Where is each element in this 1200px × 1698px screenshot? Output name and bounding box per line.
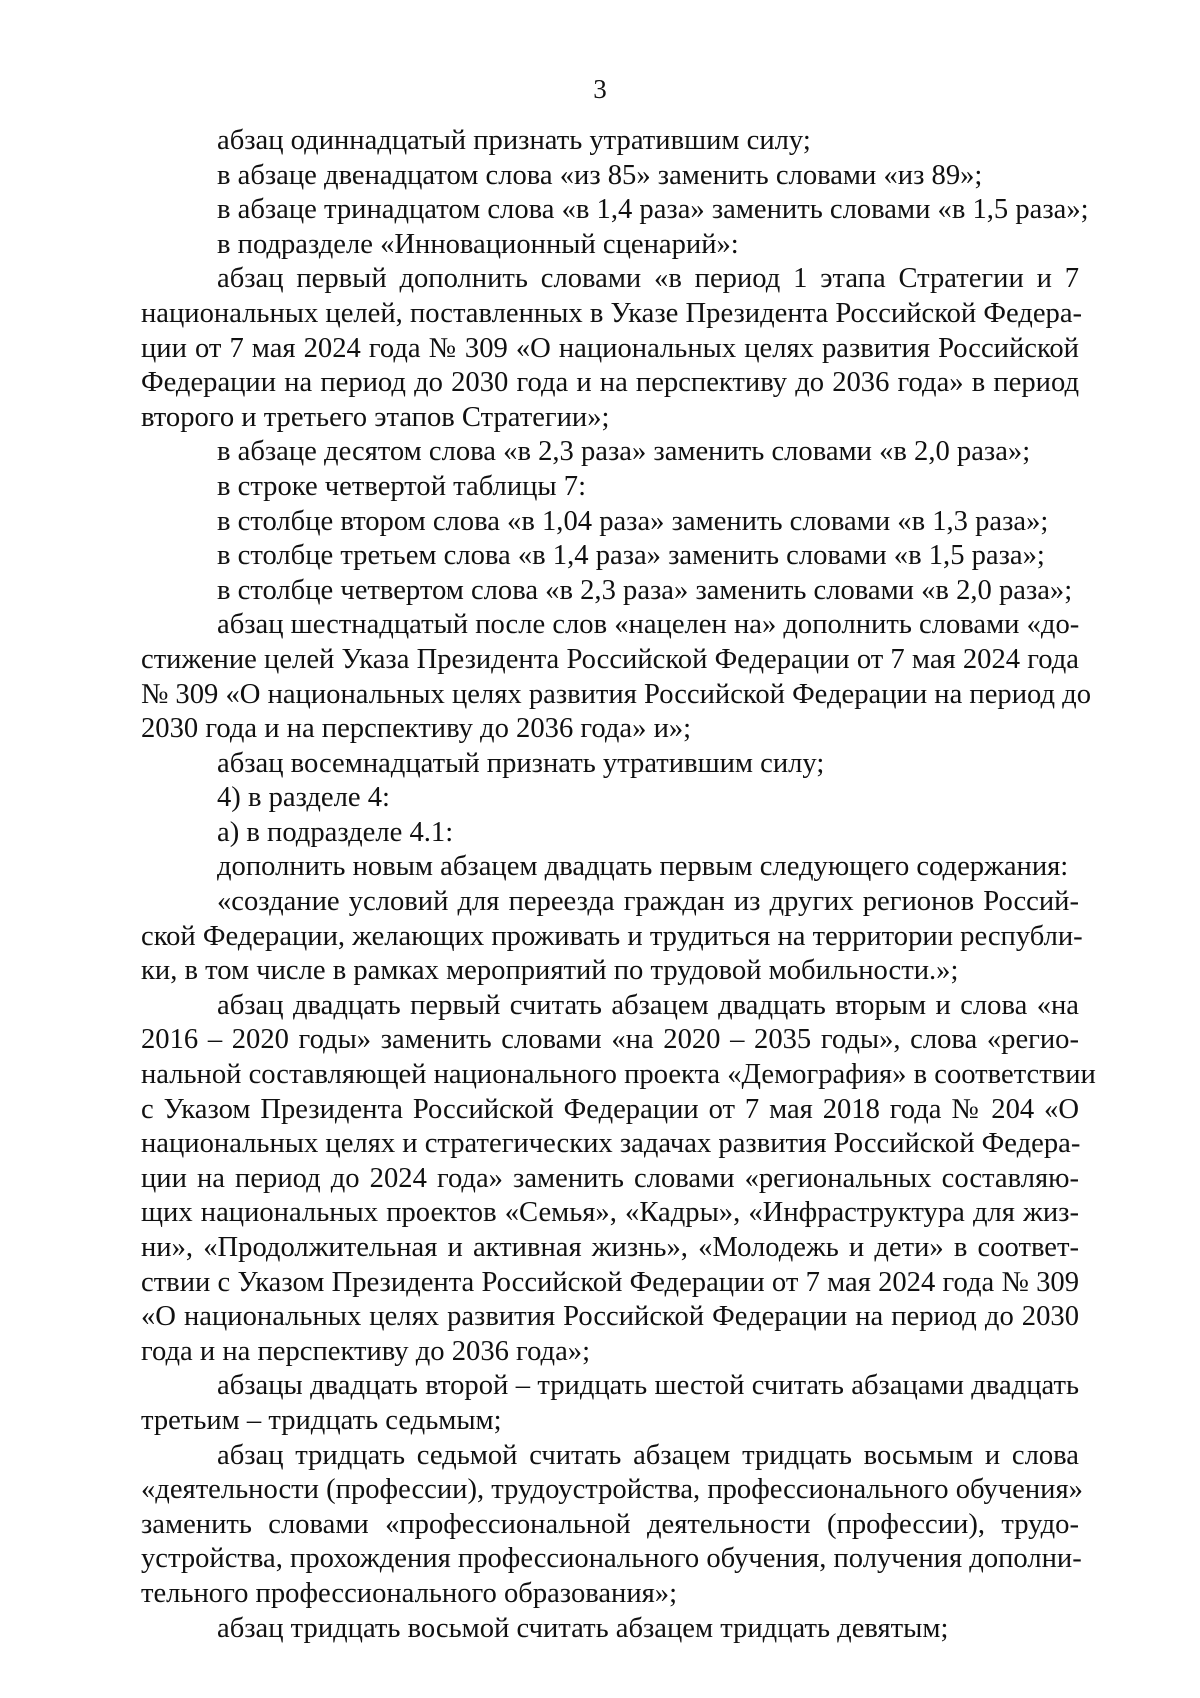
paragraph-line: ни», «Продолжительная и активная жизнь», «Молодежь и дети» в соответ- — [141, 1232, 1079, 1263]
paragraph-line: года и на перспективу до 2036 года»; — [141, 1335, 591, 1367]
paragraph — [141, 228, 1079, 263]
document-body — [141, 124, 1096, 1646]
paragraph — [141, 781, 1079, 816]
paragraph — [141, 747, 1079, 782]
paragraph-line: в подразделе «Инновационный сценарий»: — [217, 228, 739, 260]
paragraph-line: национальных целей, поставленных в Указе Президента Российской Федера- — [141, 297, 1083, 329]
paragraph-line: абзац тридцать седьмой считать абзацем тридцать восьмым и слова — [217, 1439, 1079, 1471]
paragraph — [141, 159, 1079, 194]
paragraph-line: ствии с Указом Президента Российской Федерации от 7 мая 2024 года № 309 — [141, 1266, 1079, 1298]
paragraph-line: в абзаце тринадцатом слова «в 1,4 раза» заменить словами «в 1,5 раза»; — [217, 194, 1089, 226]
paragraph-line: ской Федерации, желающих проживать и трудиться на территории республи- — [141, 920, 1083, 952]
paragraph-line: а) в подразделе 4.1: — [217, 816, 454, 848]
paragraph — [141, 262, 1083, 435]
paragraph-line: абзац тридцать восьмой считать абзацем тридцать девятым; — [217, 1612, 949, 1644]
paragraph-line: абзац восемнадцатый признать утратившим силу; — [217, 747, 825, 779]
paragraph-line: в столбце четвертом слова «в 2,3 раза» заменить словами «в 2,0 раза»; — [217, 574, 1073, 606]
paragraph — [141, 1369, 1079, 1438]
paragraph-line: «деятельности (профессии), трудоустройства, профессионального обучения» — [141, 1474, 1083, 1506]
paragraph — [141, 850, 1079, 885]
paragraph-line: абзацы двадцать второй – тридцать шестой считать абзацами двадцать — [217, 1370, 1079, 1402]
paragraph — [141, 608, 1092, 746]
paragraph — [141, 435, 1079, 470]
paragraph-line: абзац шестнадцатый после слов «нацелен на» дополнить словами «до- — [217, 609, 1080, 641]
paragraph-line: в абзаце двенадцатом слова «из 85» заменить словами «из 89»; — [217, 159, 983, 191]
paragraph-line: третьим – тридцать седьмым; — [141, 1404, 502, 1436]
paragraph-line: ции на период до 2024 года» заменить словами «региональных составляю- — [141, 1162, 1079, 1194]
paragraph-line: с Указом Президента Российской Федерации от 7 мая 2018 года № 204 «О — [141, 1093, 1079, 1125]
paragraph-line: 4) в разделе 4: — [217, 782, 390, 814]
paragraph — [141, 505, 1079, 540]
paragraph-line: ции от 7 мая 2024 года № 309 «О национальных целях развития Российской — [141, 332, 1079, 364]
paragraph-line: тельного профессионального образования»; — [141, 1577, 678, 1609]
paragraph-line: Федерации на период до 2030 года и на перспективу до 2036 года» в период — [141, 367, 1079, 399]
paragraph-line: стижение целей Указа Президента Российской Федерации от 7 мая 2024 года — [141, 643, 1079, 675]
paragraph — [141, 470, 1079, 505]
page-number: 3 — [593, 74, 607, 104]
paragraph-line: «создание условий для переезда граждан из других регионов Россий- — [217, 886, 1079, 918]
paragraph-line: в столбце втором слова «в 1,04 раза» заменить словами «в 1,3 раза»; — [217, 505, 1049, 537]
paragraph-line: в столбце третьем слова «в 1,4 раза» заменить словами «в 1,5 раза»; — [217, 540, 1045, 572]
paragraph-line: нальной составляющей национального проекта «Демография» в соответствии — [141, 1059, 1096, 1091]
paragraph-line: в абзаце десятом слова «в 2,3 раза» заменить словами «в 2,0 раза»; — [217, 436, 1031, 468]
paragraph-line: 2016 – 2020 годы» заменить словами «на 2020 – 2035 годы», слова «регио- — [141, 1024, 1079, 1056]
paragraph-line: «О национальных целях развития Российской Федерации на период до 2030 — [141, 1301, 1079, 1333]
paragraph — [141, 539, 1079, 574]
paragraph-line: заменить словами «профессиональной деятельности (профессии), трудо- — [141, 1508, 1079, 1540]
paragraph — [141, 1439, 1083, 1612]
paragraph — [141, 193, 1089, 228]
paragraph — [141, 885, 1083, 989]
paragraph — [141, 574, 1079, 609]
paragraph-line: национальных целях и стратегических задачах развития Российской Федера- — [141, 1128, 1081, 1160]
paragraph-line: абзац двадцать первый считать абзацем двадцать вторым и слова «на — [217, 989, 1079, 1021]
paragraph — [141, 1612, 1079, 1647]
paragraph-line: № 309 «О национальных целях развития Российской Федерации на период до — [141, 678, 1092, 710]
paragraph-line: 2030 года и на перспективу до 2036 года» и»; — [141, 713, 692, 745]
paragraph-line: абзац первый дополнить словами «в период 1 этапа Стратегии и 7 — [217, 263, 1079, 295]
paragraph-line: дополнить новым абзацем двадцать первым следующего содержания: — [217, 851, 1069, 883]
paragraph — [141, 816, 1079, 851]
paragraph-line: второго и третьего этапов Стратегии»; — [141, 401, 610, 433]
paragraph — [141, 124, 1079, 159]
paragraph-line: ки, в том числе в рамках мероприятий по трудовой мобильности.»; — [141, 955, 959, 987]
paragraph — [141, 989, 1096, 1370]
paragraph-line: щих национальных проектов «Семья», «Кадры», «Инфраструктура для жиз- — [141, 1197, 1079, 1229]
paragraph-line: в строке четвертой таблицы 7: — [217, 470, 587, 502]
paragraph-line: устройства, прохождения профессионального обучения, получения дополни- — [141, 1543, 1082, 1575]
paragraph-line: абзац одиннадцатый признать утратившим силу; — [217, 125, 811, 156]
